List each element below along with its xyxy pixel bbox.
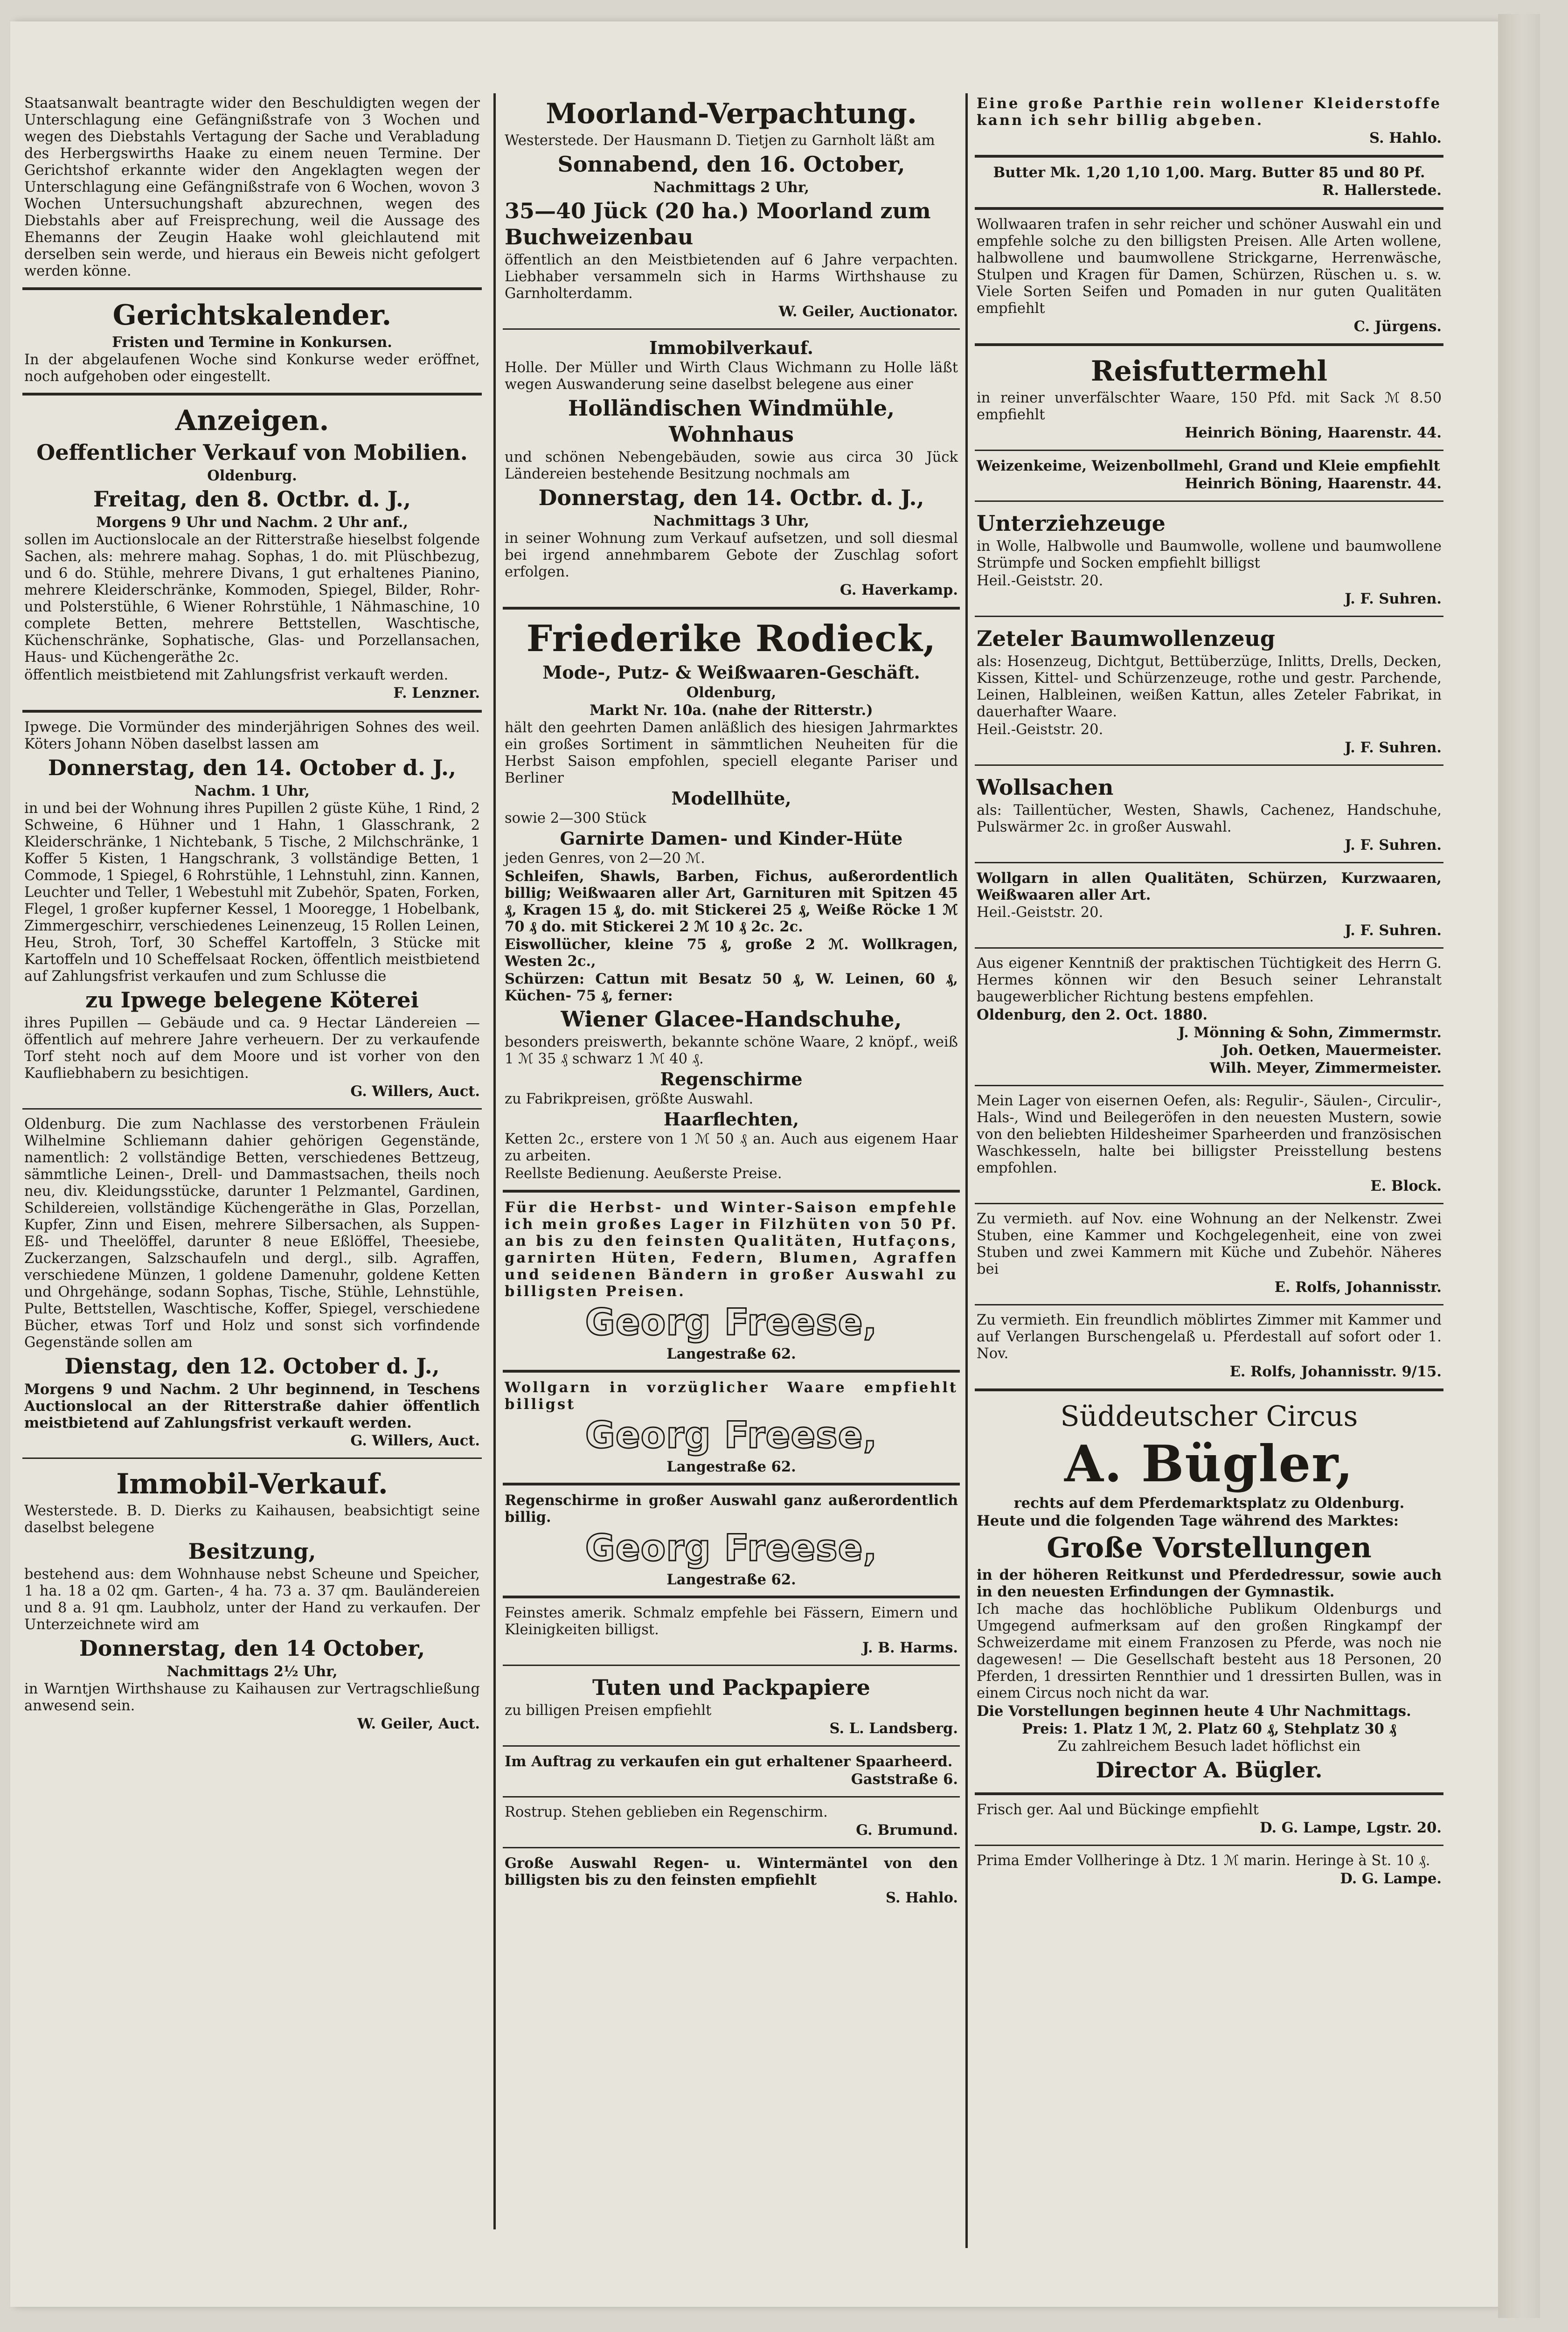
ad-signature: S. Hahlo. [1369, 130, 1442, 146]
ad-text: Wollwaaren trafen in sehr reicher und schöner Auswahl ein und empfehle solche zu den billigsten Preisen. Alle Arten wollene, halbwollene und baumwollene Strickgarne, Herrenwäsche, Stulpen und Kragen für Damen, Schürzen, Rüschen u. s. w. Viele Sorten Seifen und Pomaden in nur guten Qualitäten empfiehlt [977, 216, 1442, 317]
ad-text: Oldenburg. Die zum Nachlasse des verstorbenen Fräulein Wilhelmine Schliemann dahier gehörigen Gegenstände, namentlich: 2 vollständige Betten, verschiedenes Bettzeug, sämmtliche Leinen-, Drell- und Dammastsachen, theils noch neu, div. Kleidungsstücke, darunter 1 Pelzmantel, Gardinen, Schildereien, vollständige Küchengeräthe in Glas, Porzellan, Kupfer, Zinn und Eisen, mehrere Silbersachen, als Suppen- Eß- und Theelöffel, darunter 8 neue Eßlöffel, Theesiebe, Zuckerzangen, Salzschaufeln und dergl., silb. Agraffen, verschiedene Münzen, 1 goldene Damenuhr, goldene Ketten und Ohrgehänge, sodann Sophas, Tische, Stühle, Lehnstühle, Pulte, Bettstellen, Waschtische, Koffer, Spiegel, verschiedene Bücher, etwas Torf und Holz und sonst sich vorfindende Gegenstände sollen am [24, 1116, 480, 1351]
ad-weizenkeime [975, 451, 1443, 502]
ad-signature: F. Lenzner. [393, 685, 480, 701]
ad-place: Oldenburg. [207, 467, 297, 484]
ad-headline: zu Ipwege belegene Köterei [85, 987, 419, 1013]
ad-headline: Oeffentlicher Verkauf von Mobilien. [36, 440, 468, 465]
ad-text: hält den geehrten Damen anläßlich des hiesigen Jahrmarktes ein großes Sortiment in sämmtlichen Neuheiten für die Herbst Saison empfohlen, speciell elegante Pariser und Berliner [505, 720, 958, 786]
ad-signature: J. F. Suhren. [1345, 837, 1442, 854]
ad-time: Morgens 9 Uhr und Nachm. 2 Uhr anf., [96, 514, 408, 531]
ad-aal [975, 1795, 1443, 1846]
ad-signature: R. Hallerstede. [1322, 182, 1442, 199]
ad-text: Die Vorstellungen beginnen heute 4 Uhr Nachmittags. [977, 1703, 1411, 1720]
ad-headline: Süddeutscher Circus [1060, 1400, 1358, 1433]
ad-text: öffentlich an den Meistbietenden auf 6 Jahre verpachten. Liebhaber versammeln sich in Harms Wirthshause zu Garnholterdamm. [505, 252, 958, 302]
ad-item: Garnirte Damen- und Kinder-Hüte [560, 828, 903, 849]
ad-address: Heil.-Geiststr. 20. [977, 573, 1103, 589]
ad-text: in Wolle, Halbwolle und Baumwolle, wollene und baumwollene Strümpfe und Socken empfiehlt billigst [977, 538, 1442, 571]
ad-date: Oldenburg, den 2. Oct. 1880. [977, 1006, 1208, 1023]
ad-date: Freitag, den 8. Octbr. d. J., [93, 486, 411, 512]
column-rule [493, 93, 496, 2229]
ad-text: jeden Genres, von 2—20 ℳ. [505, 850, 705, 867]
ad-date: Dienstag, den 12. October d. J., [64, 1353, 440, 1379]
ad-ipwege [22, 713, 482, 1110]
ad-text: Aus eigener Kenntniß der praktischen Tüchtigkeit des Herrn G. Hermes können wir den Besuch seiner Lehranstalt baugewerblicher Richtung bestens empfehlen. [977, 955, 1442, 1005]
ad-maentel [503, 1848, 960, 1915]
ad-signature: D. G. Lampe. [1340, 1870, 1442, 1887]
column-right [975, 89, 1443, 2228]
court-calendar [22, 290, 482, 396]
ad-signature: W. Geiler, Auct. [357, 1715, 480, 1732]
ad-text: Feinstes amerik. Schmalz empfehle bei Fässern, Eimern und Kleinigkeiten billigst. [505, 1605, 958, 1638]
ad-headline: Große Vorstellungen [1047, 1532, 1372, 1564]
ad-unterziehzeuge [975, 502, 1443, 617]
ad-address: Heil.-Geiststr. 20. [977, 722, 1103, 738]
ad-address: Markt Nr. 10a. (nahe der Ritterstr.) [590, 702, 873, 719]
ad-date: Donnerstag, den 14. Octbr. d. J., [538, 485, 924, 510]
ad-headline: Friederike Rodieck, [526, 618, 937, 660]
ad-text: öffentlich meistbietend mit Zahlungsfrist verkauft werden. [24, 667, 449, 683]
ad-text: in der höheren Reitkunst und Pferdedressur, sowie auch in den neuesten Erfindungen der Gymnastik. [977, 1567, 1442, 1600]
ad-signature: D. G. Lampe, Lgstr. 20. [1260, 1819, 1442, 1836]
ad-headline: 35—40 Jück (20 ha.) Moorland zum Buchweizenbau [505, 198, 931, 250]
ad-name: Georg Freese, [585, 1415, 878, 1457]
ad-text: Heute und die folgenden Tage während des Marktes: [977, 1513, 1399, 1529]
ad-text: Westerstede. Der Hausmann D. Tietjen zu Garnholt läßt am [505, 132, 935, 149]
ad-address: Langestraße 62. [666, 1458, 796, 1475]
section-title: Gerichtskalender. [112, 299, 392, 332]
ad-signature: E. Rolfs, Johannisstr. [1274, 1279, 1442, 1296]
ad-name: Georg Freese, [585, 1527, 878, 1569]
ad-text: bestehend aus: dem Wohnhause nebst Scheune und Speicher, 1 ha. 18 a 02 qm. Garten-, 4 ha. 73 a. 37 qm. Bauländereien und 8 a. 91 qm. Laubholz, unter der Hand zu verkaufen. Der Unterzeichnete wird am [24, 1566, 480, 1633]
ad-address: Langestraße 62. [666, 1571, 796, 1588]
ad-time: Nachmittags 2½ Uhr, [167, 1663, 338, 1680]
ad-headline: Holländischen Windmühle, Wohnhaus [568, 396, 895, 447]
ad-freese-wool [503, 1373, 960, 1485]
ad-signature: G. Haverkamp. [840, 582, 958, 598]
ad-wollwaaren [975, 210, 1443, 346]
ad-text: Große Auswahl Regen- u. Wintermäntel von den billigsten bis zu den feinsten empfiehlt [505, 1855, 958, 1888]
ad-text: Mein Lager von eisernen Oefen, als: Regulir-, Säulen-, Circulir-, Hals-, Wind und Beilegeröfen in den neuesten Mustern, sowie von den beliebten Hildesheimer Sparheerden und französischen Waschkesseln, halte bei billigster Preisstellung bestens empfohlen. [977, 1093, 1442, 1176]
ad-text: Westerstede. B. D. Dierks zu Kaihausen, beabsichtigt seine daselbst belegene [24, 1503, 480, 1536]
ad-signature: J. F. Suhren. [1345, 590, 1442, 607]
ad-headline: Zeteler Baumwollenzeug [977, 626, 1276, 651]
ad-text: und schönen Nebengebäuden, sowie aus circa 30 Jück Ländereien bestehende Besitzung nochmals am [505, 449, 958, 482]
ad-headline: Besitzung, [188, 1539, 316, 1564]
ad-signature: Joh. Oetken, Mauermeister. [1221, 1042, 1442, 1059]
ad-signature: J. Mönning & Sohn, Zimmermstr. [1178, 1024, 1442, 1041]
ad-vermieth-2 [975, 1305, 1443, 1391]
ad-moorland [503, 89, 960, 330]
ad-signature: G. Willers, Auct. [350, 1083, 480, 1100]
court-report [22, 89, 482, 290]
ad-headline: Immobilverkauf. [649, 337, 814, 358]
ad-text: in und bei der Wohnung ihres Pupillen 2 güste Kühe, 1 Rind, 2 Schweine, 6 Hühner und 1 Hahn, 1 Glasschrank, 2 Kleiderschränke, 1 Nichtebank, 5 Tische, 2 Milchschränke, 1 Koffer 5 Kisten, 1 Hangschrank, 3 vollständige Betten, 1 Commode, 1 Spiegel, 6 Rohrstühle, 1 Lehnstuhl, zinn. Kannen, Leuchter und Teller, 1 Webestuhl mit Zubehör, Spaten, Forken, Flegel, 1 großer kupferner Kessel, 1 Mooregge, 1 Hobelbank, Zimmergeschirr, verschiedenes Leinenzeug, 15 Rollen Leinen, Heu, Stroh, Torf, 30 Scheffel Kartoffeln, 3 Stücke mit Kartoffeln und 10 Scheffelsaat Rocken, öffentlich meistbietend auf Zahlungsfrist verkaufen und zum Schlusse die [24, 800, 480, 985]
report-text: Staatsanwalt beantragte wider den Beschuldigten wegen der Unterschlagung eine Gefängnißstrafe von 3 Wochen und wegen des Diebstahls Vertagung der Sache und Verabladung des Herbergswirths Haake zu einem neuen Termine. Der Gerichtshof erkannte wider den Angeklagten wegen der Unterschlagung eine Gefängnißstrafe von 6 Wochen, wovon 3 Wochen Untersuchungshaft abzurechnen, wegen des Diebstahls aber auf Freisprechung, weil die Aussage des Ehemanns der Zeugin Haake wohl gleichlautend mit derselben sein werde, und hieraus ein Beweis nicht gefolgert werden könne. [24, 95, 480, 279]
page-edge [1498, 14, 1540, 2318]
ad-signature: Director A. Bügler. [1096, 1757, 1323, 1783]
ad-immobilverkauf [503, 330, 960, 610]
section-subtitle: Fristen und Termine in Konkursen. [112, 334, 392, 351]
ad-freese-umbrella [503, 1485, 960, 1598]
ad-tuten [503, 1666, 960, 1747]
ad-address: Heil.-Geiststr. 20. [977, 904, 1103, 921]
ad-baumwollenzeug [975, 617, 1443, 766]
ad-immobil-verkauf [22, 1459, 482, 1741]
ad-headline: Wollsachen [977, 775, 1114, 800]
ad-signature: Heinrich Böning, Haarenstr. 44. [1185, 424, 1442, 441]
column-left [22, 89, 482, 2228]
ad-date: Sonnabend, den 16. October, [557, 152, 905, 177]
ad-circus [975, 1391, 1443, 1795]
ad-text: in Warntjen Wirthshause zu Kaihausen zur Vertragschließung anwesend sein. [24, 1681, 480, 1714]
ad-text: zu Fabrikpreisen, größte Auswahl. [505, 1091, 754, 1107]
ad-spaarheerd [503, 1747, 960, 1798]
ad-item: Regenschirme [660, 1069, 803, 1090]
ad-signature: G. Brumund. [856, 1822, 958, 1839]
calendar-text: In der abgelaufenen Woche sind Konkurse weder eröffnet, noch aufgehoben oder eingestellt. [24, 352, 480, 385]
ad-hermes [975, 949, 1443, 1086]
ad-text: ihres Pupillen — Gebäude und ca. 9 Hectar Ländereien — öffentlich auf mehrere Jahre verheuern. Der zu verkaufende Torf steht noch auf dem Moore und ist vorher von den Kaufliebhabern zu besichtigen. [24, 1015, 480, 1082]
ad-signature: J. F. Suhren. [1345, 922, 1442, 939]
ad-signature: Wilh. Meyer, Zimmermeister. [1209, 1060, 1442, 1076]
ad-text: als: Hosenzeug, Dichtgut, Bettüberzüge, Inlitts, Drells, Decken, Kissen, Kittel- und Schürzenzeuge, rothe und gestr. Parchende, Leinen, Halbleinen, weißen Kattun, alles Zeteler Fabrikat, in dauerhafter Waare. [977, 653, 1442, 720]
ad-text: Holle. Der Müller und Wirth Claus Wichmann zu Holle läßt wegen Auswanderung seine daselbst belegene aus einer [505, 360, 958, 393]
ad-rodieck [503, 610, 960, 1193]
ad-signature: G. Willers, Auct. [350, 1432, 480, 1449]
ad-wollsachen [975, 766, 1443, 863]
ad-freese-hats [503, 1193, 960, 1373]
ad-text: Zu vermieth. Ein freundlich möblirtes Zimmer mit Kammer und auf Verlangen Burschengelaß u. Pferdestall auf sofort oder 1. Nov. [977, 1312, 1442, 1362]
ad-address: Langestraße 62. [666, 1346, 796, 1362]
column-rule [965, 93, 968, 2248]
ad-mobilien [22, 396, 482, 713]
ad-signature: W. Geiler, Auctionator. [778, 303, 958, 320]
ad-oefen [975, 1086, 1443, 1204]
ad-item: Wiener Glacee-Handschuhe, [561, 1006, 902, 1032]
ad-place: rechts auf dem Pferdemarktsplatz zu Oldenburg. [1013, 1495, 1405, 1512]
ad-text: Im Auftrag zu verkaufen ein gut erhaltener Spaarheerd. [505, 1753, 953, 1770]
ad-text: Für die Herbst- und Winter-Saison empfehle ich mein großes Lager in Filzhüten von 50 Pf. an bis zu den feinsten Qualitäten, Hutfaçons, garnirten Hüten, Federn, Blumen, Agraffen und seidenen Bändern in großer Auswahl zu billigsten Preisen. [505, 1199, 958, 1300]
ad-signature: S. L. Landsberg. [829, 1720, 958, 1737]
section-title: Anzeigen. [175, 404, 329, 437]
ad-time: Nachm. 1 Uhr, [194, 783, 310, 799]
ad-text: Morgens 9 und Nachm. 2 Uhr beginnend, in Teschens Auctionslocal an der Ritterstraße dahier öffentlich meistbietend auf Zahlungsfrist verkauft werden. [24, 1381, 480, 1431]
ad-wollgarn [975, 863, 1443, 949]
ad-signature: J. B. Harms. [862, 1639, 958, 1656]
ad-heringe [975, 1846, 1443, 1895]
ad-signature: C. Jürgens. [1353, 318, 1442, 335]
ad-text: sowie 2—300 Stück [505, 810, 646, 826]
ad-text: in seiner Wohnung zum Verkauf aufsetzen, und soll diesmal bei irgend annehmbarem Gebote der Zuschlag sofort erfolgen. [505, 530, 958, 580]
ad-headline: Tuten und Packpapiere [592, 1675, 870, 1700]
ad-item: Haarflechten, [663, 1109, 799, 1130]
ad-text: Ipwege. Die Vormünder des minderjährigen Sohnes des weil. Köters Johann Nöben daselbst lassen am [24, 719, 480, 752]
ad-date: Donnerstag, den 14. October d. J., [48, 755, 457, 780]
ad-headline: Immobil-Verkauf. [116, 1468, 388, 1500]
ad-butter [975, 158, 1443, 210]
ad-item: Modellhüte, [671, 788, 791, 809]
ad-headline: Reisfuttermehl [1090, 355, 1328, 388]
ad-text: Eine große Parthie rein wollener Kleiderstoffe kann ich sehr billig abgeben. [977, 95, 1442, 129]
ad-name: Georg Freese, [585, 1302, 878, 1344]
ad-date: Donnerstag, den 14 October, [79, 1636, 425, 1661]
ad-text: Weizenkeime, Weizenbollmehl, Grand und Kleie empfiehlt [977, 458, 1440, 474]
ad-schliemann [22, 1110, 482, 1459]
ad-time: Nachmittags 2 Uhr, [653, 179, 810, 196]
ad-text: Ketten 2c., erstere von 1 ℳ 50 ₰ an. Auch aus eigenem Haar zu arbeiten. [505, 1131, 958, 1164]
ad-place: Oldenburg, [686, 684, 777, 701]
ad-time: Nachmittags 3 Uhr, [653, 513, 810, 529]
ad-schmalz [503, 1598, 960, 1666]
ad-text: Wollgarn in vorzüglicher Waare empfiehlt billigst [505, 1379, 958, 1413]
ad-price: Preis: 1. Platz 1 ℳ, 2. Platz 60 ₰, Stehplatz 30 ₰ [1022, 1721, 1396, 1737]
ad-signature: Gaststraße 6. [851, 1771, 958, 1788]
ad-signature: J. F. Suhren. [1345, 739, 1442, 756]
ad-text: Rostrup. Stehen geblieben ein Regenschirm. [505, 1804, 828, 1820]
ad-text: Wollgarn in allen Qualitäten, Schürzen, Kurzwaaren, Weißwaaren aller Art. [977, 870, 1442, 903]
ad-text: Schürzen: Cattun mit Besatz 50 ₰, W. Leinen, 60 ₰, Küchen- 75 ₰, ferner: [505, 971, 958, 1004]
ad-text: zu billigen Preisen empfiehlt [505, 1702, 712, 1719]
ad-signature: E. Rolfs, Johannisstr. 9/15. [1229, 1363, 1442, 1380]
ad-reisfuttermehl [975, 346, 1443, 451]
ad-text: sollen im Auctionslocale an der Ritterstraße hieselbst folgende Sachen, als: mehrere mahag. Sophas, 1 do. mit Plüschbezug, und 6 do. Stühle, mehrere Divans, 1 gut erhaltenes Pianino, mehrere Kleiderschränke, Kommoden, Spiegel, Bilder, Rohr- und Polsterstühle, 6 Wiener Rohrstühle, 1 Nähmaschine, 10 complete Betten, mehrere Bettstellen, Waschtische, Küchenschränke, Sophatische, Glas- und Porzellansachen, Haus- und Küchengeräthe 2c. [24, 532, 480, 666]
ad-kleiderstoffe [975, 89, 1443, 158]
ad-headline: Moorland-Verpachtung. [546, 97, 917, 130]
ad-text: besonders preiswerth, bekannte schöne Waare, 2 knöpf., weiß 1 ℳ 35 ₰ schwarz 1 ℳ 40 ₰. [505, 1034, 958, 1067]
ad-regenschirm [503, 1798, 960, 1848]
ad-text: Ich mache das hochlöbliche Publikum Oldenburgs und Umgegend aufmerksam auf den großen Ringkampf der Schweizerdame mit einem Franzosen zu Pferde, was noch nie dagewesen! — Die Gesellschaft besteht aus 18 Personen, 20 Pferden, 1 dressirten Rennthier und 1 dressirten Bullen, was in einem Circus noch nicht da war. [977, 1601, 1442, 1701]
ad-text: Reellste Bedienung. Aeußerste Preise. [505, 1166, 782, 1182]
ad-text: Butter Mk. 1,20 1,10 1,00. Marg. Butter 85 und 80 Pf. [993, 164, 1425, 181]
ad-text: Zu vermieth. auf Nov. eine Wohnung an der Nelkenstr. Zwei Stuben, eine Kammer und Kochgelegenheit, eine von zwei Stuben und zwei Kammern mit Küche und Zubehör. Näheres bei [977, 1211, 1442, 1277]
ad-text: Prima Emder Vollheringe à Dtz. 1 ℳ marin. Heringe à St. 10 ₰. [977, 1853, 1430, 1869]
ad-vermieth-1 [975, 1204, 1443, 1305]
ad-signature: E. Block. [1370, 1178, 1442, 1194]
ad-text: in reiner unverfälschter Waare, 150 Pfd. mit Sack ℳ 8.50 empfiehlt [977, 390, 1442, 423]
ad-text: Regenschirme in großer Auswahl ganz außerordentlich billig. [505, 1492, 958, 1526]
ad-text: Frisch ger. Aal und Bückinge empfiehlt [977, 1802, 1259, 1818]
ad-headline: Unterziehzeuge [977, 511, 1166, 536]
column-middle [503, 89, 960, 2228]
ad-text: als: Taillentücher, Westen, Shawls, Cachenez, Handschuhe, Pulswärmer 2c. in großer Auswahl. [977, 802, 1442, 835]
ad-text: Zu zahlreichem Besuch ladet höflichst ein [1057, 1738, 1361, 1755]
circus-name: A. Bügler, [1064, 1435, 1354, 1493]
ad-text: Eiswollücher, kleine 75 ₰, große 2 ℳ. Wollkragen, Westen 2c., [505, 936, 958, 970]
ad-text: Schleifen, Shawls, Barben, Fichus, außerordentlich billig; Weißwaaren aller Art, Garnituren mit Spitzen 45 ₰, Kragen 15 ₰, do. mit Stickerei 25 ₰, Weiße Röcke 1 ℳ 70 ₰ do. mit Stickerei 2 ℳ 10 ₰ 2c. 2c. [505, 868, 958, 935]
ad-signature: S. Hahlo. [886, 1889, 958, 1906]
ad-signature: Heinrich Böning, Haarenstr. 44. [1185, 475, 1442, 492]
ad-subheadline: Mode-, Putz- & Weißwaaren-Geschäft. [542, 662, 920, 683]
